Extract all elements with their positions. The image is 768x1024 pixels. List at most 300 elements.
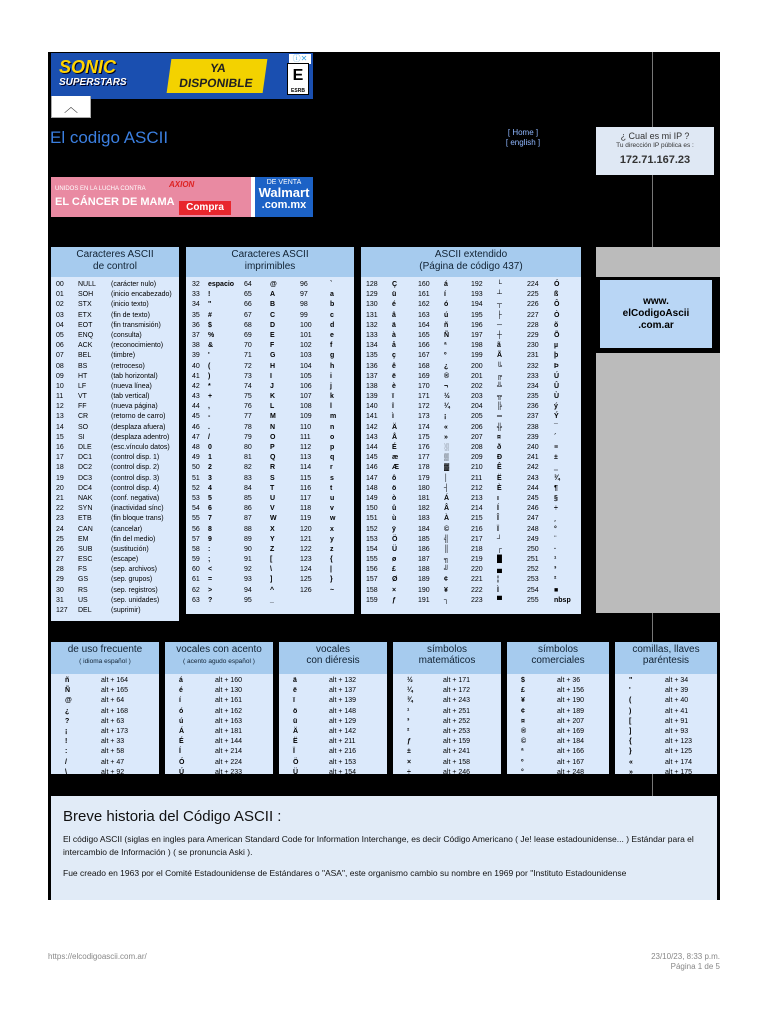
table-row — [165, 727, 273, 737]
table-cell: 10 — [56, 382, 64, 390]
table-cell: R — [270, 464, 276, 472]
table-cell: HT — [78, 372, 88, 380]
table-cell: 98 — [300, 301, 308, 309]
table-cell: 123 — [300, 556, 312, 564]
table-cell: 183 — [418, 515, 430, 523]
table-row — [51, 474, 179, 484]
table-cell: alt + 130 — [215, 687, 243, 695]
table-cell: alt + 246 — [443, 768, 471, 776]
table-cell: (sep. archivos) — [111, 566, 157, 574]
table-cell: ENQ — [78, 331, 94, 339]
english-link[interactable]: [ english ] — [505, 138, 541, 147]
table-cell: ├ — [497, 311, 502, 319]
table-cell: DC4 — [78, 484, 93, 492]
table-cell: 00 — [56, 281, 64, 288]
table-cell: ä — [392, 321, 396, 329]
table-cell: 59 — [192, 556, 200, 564]
table-cell: º — [444, 352, 447, 360]
table-cell: 216 — [471, 525, 483, 533]
ad-close-icon[interactable]: ⓘ✕ — [289, 54, 311, 64]
table-cell: " — [208, 301, 212, 309]
table-cell: 246 — [527, 505, 539, 513]
table-cell: Á — [179, 727, 185, 735]
table-row — [186, 382, 354, 392]
table-cell: ´ — [554, 433, 557, 441]
table-cell: (sep. grupos) — [111, 576, 153, 584]
table-cell: 122 — [300, 545, 312, 553]
ad-banner-mid[interactable] — [51, 177, 313, 217]
table-cell: × — [407, 758, 412, 766]
table-cell: 142 — [366, 423, 378, 431]
table-cell: 67 — [244, 311, 252, 319]
table-cell: 198 — [471, 342, 483, 350]
table-cell: 61 — [192, 576, 200, 584]
table-cell: alt + 214 — [215, 748, 243, 756]
table-cell: L — [270, 403, 275, 411]
table-cell: STX — [78, 301, 92, 309]
ad-store — [255, 177, 313, 217]
table-cell: 155 — [366, 556, 378, 564]
control-table-header: Caracteres ASCII de control — [51, 247, 179, 277]
table-row — [393, 676, 501, 686]
table-cell: 250 — [527, 545, 539, 553]
table-cell: 156 — [366, 566, 378, 574]
category-table — [165, 674, 273, 774]
table-cell: 115 — [300, 474, 312, 482]
table-cell: § — [554, 494, 558, 502]
table-row — [51, 586, 179, 596]
home-link[interactable]: [ Home ] — [507, 128, 539, 137]
table-row — [507, 686, 609, 696]
table-cell: 159 — [366, 596, 378, 604]
table-cell: 161 — [418, 291, 430, 299]
table-cell: alt + 58 — [101, 748, 125, 756]
table-cell: alt + 156 — [557, 687, 585, 695]
table-row — [186, 412, 354, 422]
table-cell: 21 — [56, 494, 64, 502]
table-cell: ú — [444, 311, 449, 319]
table-row — [186, 311, 354, 321]
table-cell: 22 — [56, 505, 64, 513]
category-title: paréntesis — [642, 655, 690, 666]
table-cell: 124 — [300, 566, 312, 574]
table-cell: 51 — [192, 474, 200, 482]
table-cell: alt + 34 — [665, 677, 689, 684]
table-cell: ─ — [497, 321, 502, 329]
table-cell: 181 — [418, 494, 430, 502]
table-cell: 118 — [300, 505, 312, 513]
table-cell: ╚ — [497, 362, 502, 370]
table-cell: █ — [497, 556, 502, 564]
table-cell: , — [208, 403, 210, 411]
table-cell: alt + 93 — [665, 727, 689, 735]
sidebar-panel-lower — [596, 353, 720, 613]
table-cell: 197 — [471, 331, 483, 339]
table-cell: ╝ — [444, 566, 449, 574]
table-cell: 205 — [471, 413, 483, 421]
table-cell: 71 — [244, 352, 252, 360]
table-row — [186, 484, 354, 494]
table-cell: (control disp. 2) — [111, 464, 160, 472]
table-row — [361, 443, 581, 453]
table-cell: 66 — [244, 301, 252, 309]
table-cell: ] — [270, 576, 273, 584]
table-row — [186, 351, 354, 361]
table-row — [51, 300, 179, 310]
table-cell: Ï — [293, 748, 295, 756]
table-cell: ½ — [444, 393, 450, 401]
table-cell: õ — [554, 321, 559, 329]
table-cell: ª — [521, 748, 524, 756]
table-cell: 55 — [192, 515, 200, 523]
table-cell: (retroceso) — [111, 362, 145, 370]
table-cell: Ú — [554, 372, 560, 380]
table-cell: 236 — [527, 403, 539, 411]
table-cell: w — [330, 515, 336, 523]
table-cell: U — [270, 494, 276, 502]
table-row — [51, 362, 179, 372]
table-cell: (esc.vínculo datos) — [111, 444, 170, 451]
table-cell: alt + 64 — [101, 697, 125, 705]
table-row — [615, 717, 717, 727]
table-cell: à — [392, 331, 396, 339]
table-cell: alt + 174 — [665, 758, 693, 766]
table-row — [393, 727, 501, 737]
table-cell: ┌ — [497, 545, 502, 553]
table-row — [51, 321, 179, 331]
table-row — [361, 362, 581, 372]
table-cell: 2 — [208, 464, 212, 472]
table-cell: alt + 33 — [101, 738, 125, 746]
table-cell: Ó — [554, 281, 560, 288]
category-title: vocales con acento — [176, 644, 262, 655]
category-title: comerciales — [531, 655, 585, 666]
table-cell: 162 — [418, 301, 430, 309]
table-cell: (escape) — [111, 556, 139, 564]
table-cell: { — [330, 556, 333, 564]
table-cell: (sustitución) — [111, 545, 149, 553]
table-cell: 78 — [244, 423, 252, 431]
table-row — [51, 280, 179, 290]
extended-table — [361, 277, 581, 614]
table-row — [361, 382, 581, 392]
table-cell: 147 — [366, 474, 378, 482]
table-cell: alt + 163 — [215, 717, 243, 725]
table-cell: k — [330, 393, 334, 401]
table-cell: I — [270, 372, 272, 380]
table-cell: 182 — [418, 505, 430, 513]
table-cell: FS — [78, 566, 87, 574]
table-cell: ? — [208, 596, 213, 604]
table-cell: 48 — [192, 444, 200, 451]
table-cell: : — [65, 748, 68, 756]
table-row — [186, 596, 354, 606]
table-row — [361, 423, 581, 433]
table-row — [186, 453, 354, 463]
table-cell: ¶ — [554, 484, 558, 492]
table-cell: NAK — [78, 494, 93, 502]
table-cell: \ — [270, 566, 272, 574]
table-row — [165, 686, 273, 696]
table-cell: 92 — [244, 566, 252, 574]
ad-line1: UNIDOS EN LA LUCHA CONTRA — [55, 186, 146, 192]
table-cell: 143 — [366, 433, 378, 441]
table-row — [507, 696, 609, 706]
table-cell: 192 — [471, 281, 483, 288]
ad-banner-top[interactable] — [51, 53, 313, 99]
table-cell: 196 — [471, 321, 483, 329]
table-cell: 222 — [471, 586, 483, 594]
category-table — [279, 674, 387, 774]
table-cell: ┤ — [444, 484, 449, 492]
table-cell: ‗ — [554, 464, 558, 472]
footer-url: https://elcodigoascii.com.ar/ — [48, 952, 147, 961]
table-cell: alt + 129 — [329, 717, 357, 725]
table-row — [51, 747, 159, 757]
table-cell: 140 — [366, 403, 378, 411]
table-cell: & — [208, 342, 214, 350]
table-cell: alt + 241 — [443, 748, 471, 756]
rating-badge: E ESRB — [287, 63, 309, 95]
table-cell: 14 — [56, 423, 64, 431]
table-cell: 87 — [244, 515, 252, 523]
history-heading: Breve historia del Código ASCII : — [63, 808, 282, 825]
table-cell: æ — [392, 454, 399, 462]
table-cell: Î — [497, 515, 499, 523]
table-row — [186, 321, 354, 331]
table-cell: nbsp — [554, 596, 571, 604]
table-cell: 42 — [192, 382, 200, 390]
table-row — [51, 737, 159, 747]
table-cell: V — [270, 505, 275, 513]
table-cell: 130 — [366, 301, 378, 309]
table-cell: M — [270, 413, 276, 421]
table-cell: 188 — [418, 566, 430, 574]
table-cell: (inicio encabezado) — [111, 291, 172, 299]
table-cell: (desplaza adentro) — [111, 433, 170, 441]
table-cell: 139 — [366, 393, 378, 401]
ad-buy-button[interactable]: Compra — [179, 201, 231, 215]
table-row — [186, 525, 354, 535]
table-cell: W — [270, 515, 277, 523]
table-cell: = — [208, 576, 213, 584]
table-cell: 36 — [192, 321, 200, 329]
table-row — [186, 514, 354, 524]
table-row — [165, 737, 273, 747]
table-cell: × — [392, 586, 397, 594]
table-row — [361, 321, 581, 331]
table-cell: 132 — [366, 321, 378, 329]
table-row — [361, 433, 581, 443]
table-cell: 24 — [56, 525, 64, 533]
table-cell: ± — [407, 748, 411, 756]
table-cell: 23 — [56, 515, 64, 523]
table-cell: 91 — [244, 556, 252, 564]
table-cell: 85 — [244, 494, 252, 502]
table-cell: US — [78, 596, 88, 604]
table-cell: X — [270, 525, 275, 533]
table-cell: 32 — [192, 281, 200, 288]
table-row — [51, 545, 179, 555]
table-cell: N — [270, 423, 276, 431]
table-cell: 3 — [208, 474, 212, 482]
table-cell: ╣ — [444, 535, 449, 543]
sidebar-panel — [596, 247, 720, 277]
table-cell: 68 — [244, 321, 252, 329]
table-cell: 16 — [56, 444, 64, 451]
table-cell: 56 — [192, 525, 200, 533]
table-cell: Ñ — [65, 687, 71, 695]
table-cell: Â — [444, 505, 450, 513]
table-cell: 212 — [471, 484, 483, 492]
table-cell: 34 — [192, 301, 200, 309]
table-cell: 64 — [244, 281, 252, 288]
table-cell: p — [330, 444, 335, 451]
ad-store-tld: .com.mx — [261, 199, 307, 211]
table-cell: ü — [392, 291, 397, 299]
table-cell: S — [270, 474, 275, 482]
table-cell: ø — [392, 556, 397, 564]
table-cell: 154 — [366, 545, 378, 553]
table-cell: alt + 47 — [101, 758, 125, 766]
table-cell: 225 — [527, 291, 539, 299]
printable-table — [186, 277, 354, 614]
table-row — [361, 351, 581, 361]
table-cell: \ — [65, 768, 67, 776]
table-cell: ( — [629, 697, 632, 705]
table-cell: Ä — [392, 423, 398, 431]
table-row — [361, 555, 581, 565]
table-cell: ³ — [407, 717, 410, 725]
table-cell: ¡ — [444, 413, 447, 421]
table-cell: alt + 224 — [215, 758, 243, 766]
table-cell: 63 — [192, 596, 200, 604]
table-cell: 153 — [366, 535, 378, 543]
table-cell: 184 — [418, 525, 430, 533]
table-cell: ░ — [444, 444, 449, 451]
table-cell: 214 — [471, 505, 483, 513]
table-cell: ¡ — [65, 727, 68, 735]
table-cell: 99 — [300, 311, 308, 319]
table-cell: alt + 164 — [101, 677, 129, 684]
table-cell: 30 — [56, 586, 64, 594]
table-cell: ¼ — [407, 687, 413, 695]
table-cell: CR — [78, 413, 89, 421]
table-cell: (fin del medio) — [111, 535, 156, 543]
table-row — [361, 392, 581, 402]
table-cell: (suprimir) — [111, 607, 141, 614]
table-cell: 254 — [527, 586, 539, 594]
table-cell: 158 — [366, 586, 378, 594]
table-row — [615, 707, 717, 717]
extended-table-header: ASCII extendido (Página de código 437) — [361, 247, 581, 277]
table-cell: Û — [554, 382, 560, 390]
table-cell: alt + 160 — [215, 677, 243, 684]
table-cell: 72 — [244, 362, 252, 370]
table-cell: : — [208, 545, 211, 553]
table-cell: 29 — [56, 576, 64, 584]
table-cell: SYN — [78, 505, 93, 513]
table-row — [279, 737, 387, 747]
table-cell: } — [330, 576, 333, 584]
table-cell: 69 — [244, 331, 252, 339]
table-cell: 133 — [366, 331, 378, 339]
table-cell: alt + 148 — [329, 707, 357, 715]
table-cell: 160 — [418, 281, 430, 288]
table-cell: 11 — [56, 393, 64, 401]
table-cell: 119 — [300, 515, 312, 523]
table-row — [615, 768, 717, 778]
table-cell: 02 — [56, 301, 64, 309]
table-cell: T — [270, 484, 275, 492]
table-cell: [ — [270, 556, 273, 564]
table-cell: Ö — [392, 535, 398, 543]
table-cell: u — [330, 494, 335, 502]
table-cell: ╬ — [497, 423, 502, 431]
table-cell: 40 — [192, 362, 200, 370]
table-cell: 76 — [244, 403, 252, 411]
category-title: símbolos — [426, 644, 467, 655]
table-cell: 117 — [300, 494, 312, 502]
table-cell: ■ — [554, 586, 559, 594]
table-row — [279, 707, 387, 717]
table-cell: @ — [270, 281, 277, 288]
table-cell: 234 — [527, 382, 539, 390]
table-cell: 190 — [418, 586, 430, 594]
ip-subtitle: Tu dirección IP pública es : — [616, 142, 694, 149]
table-cell: alt + 92 — [101, 768, 125, 776]
table-cell: 174 — [418, 423, 430, 431]
table-row — [507, 676, 609, 686]
table-cell: 38 — [192, 342, 200, 350]
table-cell: Ä — [293, 727, 299, 735]
table-row — [186, 575, 354, 585]
table-cell: alt + 190 — [557, 697, 585, 705]
table-row — [279, 696, 387, 706]
table-cell: 95 — [244, 596, 252, 604]
table-cell: BEL — [78, 352, 92, 360]
table-cell: ╠ — [497, 403, 502, 411]
category-title: vocales — [316, 644, 350, 655]
table-cell: 04 — [56, 321, 64, 329]
table-cell: Ç — [392, 281, 398, 288]
table-cell: © — [521, 738, 527, 746]
table-cell: 206 — [471, 423, 483, 431]
table-cell: alt + 159 — [443, 738, 471, 746]
chevron-up-icon[interactable]: ︿ — [51, 96, 91, 118]
table-cell: c — [330, 311, 334, 319]
table-row — [186, 392, 354, 402]
table-cell: alt + 132 — [329, 677, 357, 684]
table-cell: 167 — [418, 352, 430, 360]
table-cell: 107 — [300, 393, 312, 401]
table-cell: # — [208, 311, 212, 319]
table-cell: 128 — [366, 281, 378, 288]
table-cell: 247 — [527, 515, 539, 523]
table-cell: 223 — [471, 596, 483, 604]
table-cell: 62 — [192, 586, 200, 594]
table-cell: 121 — [300, 535, 312, 543]
table-cell: 200 — [471, 362, 483, 370]
table-cell: alt + 172 — [443, 687, 471, 695]
table-cell: 4 — [208, 484, 212, 492]
table-cell: É — [179, 738, 184, 746]
table-row — [361, 453, 581, 463]
table-cell: £ — [521, 687, 525, 695]
table-cell: 45 — [192, 413, 200, 421]
table-cell: ° — [521, 768, 524, 776]
table-cell: alt + 125 — [665, 748, 693, 756]
